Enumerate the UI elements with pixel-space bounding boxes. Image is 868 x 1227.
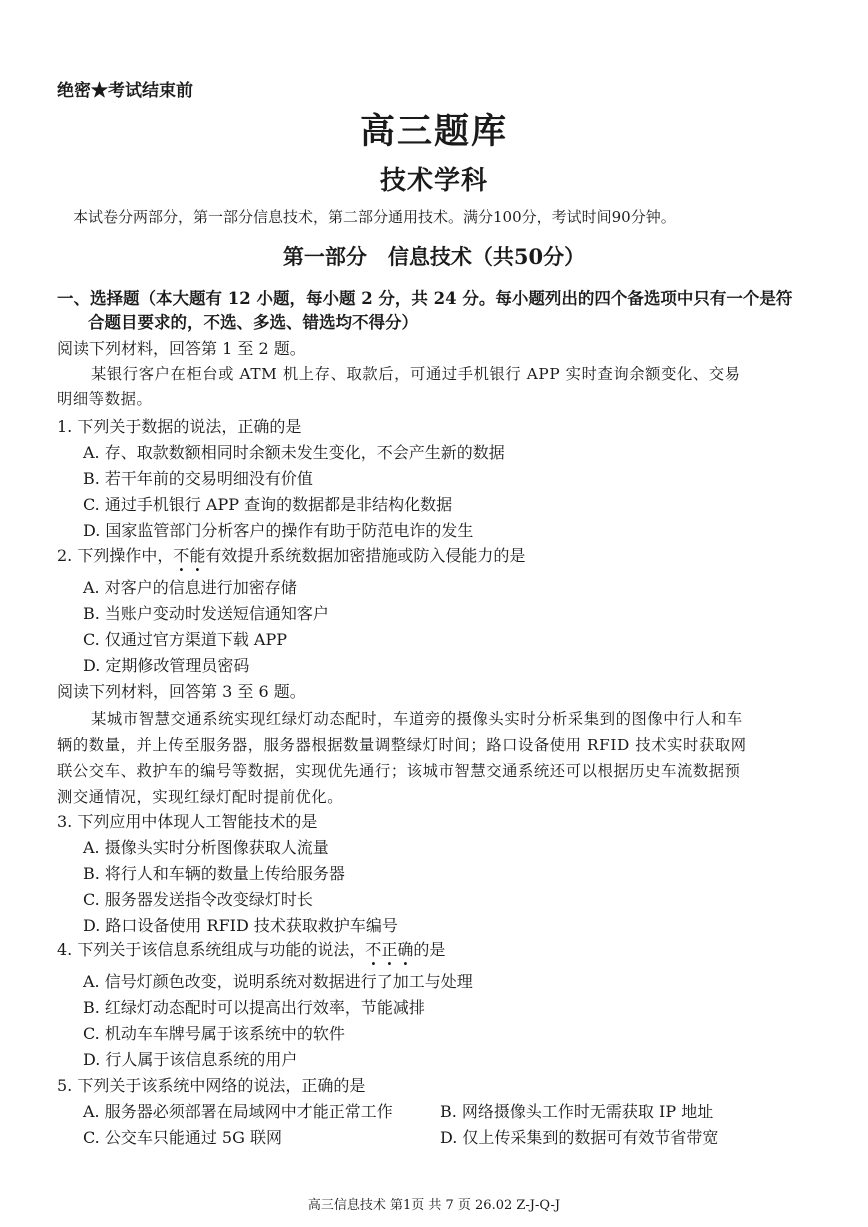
question-5-option-b: B. 网络摄像头工作时无需获取 IP 地址 — [440, 1102, 714, 1121]
question-4-option-c: C. 机动车车牌号属于该系统中的软件 — [83, 1024, 345, 1043]
question-3-stem: 3. 下列应用中体现人工智能技术的是 — [57, 812, 318, 831]
section-instructions-line2: 合题目要求的，不选、多选、错选均不得分） — [88, 313, 418, 332]
question-1-stem: 1. 下列关于数据的说法，正确的是 — [57, 417, 302, 436]
reading-lead-2: 阅读下列材料，回答第 3 至 6 题。 — [57, 682, 306, 701]
question-5-stem: 5. 下列关于该系统中网络的说法，正确的是 — [57, 1076, 366, 1095]
question-2-stem-after: 有效提升系统数据加密措施或防入侵能力的是 — [205, 546, 526, 565]
material-2-line4: 测交通情况，实现红绿灯配时提前优化。 — [57, 788, 344, 806]
page-title: 高三题库 — [359, 111, 508, 152]
question-2-option-b: B. 当账户变动时发送短信通知客户 — [83, 604, 329, 623]
question-5-option-a: A. 服务器必须部署在局域网中才能正常工作 — [83, 1102, 393, 1121]
page-footer: 高三信息技术 第1页 共 7 页 26.02 Z-J-Q-J — [307, 1198, 561, 1213]
exam-intro: 本试卷分两部分，第一部分信息技术，第二部分通用技术。满分100分，考试时间90分钟。 — [73, 208, 676, 226]
question-2-stem-before: 2. 下列操作中， — [57, 546, 174, 565]
question-4-stem — [57, 937, 445, 960]
question-4-option-b: B. 红绿灯动态配时可以提高出行效率，节能减排 — [83, 998, 425, 1017]
question-1-option-b: B. 若干年前的交易明细没有价值 — [83, 469, 313, 488]
emphasis-char: 不 — [365, 940, 382, 959]
question-3-option-a: A. 摄像头实时分析图像获取人流量 — [83, 838, 329, 857]
section-instructions-line1: 一、选择题（本大题有 12 小题，每小题 2 分，共 24 分。每小题列出的四个备选项中只有一个是符 — [57, 289, 793, 308]
question-4-stem-before: 4. 下列关于该信息系统组成与功能的说法， — [57, 940, 366, 959]
question-1-option-d: D. 国家监管部门分析客户的操作有助于防范电诈的发生 — [83, 521, 474, 540]
emphasis-char: 能 — [189, 546, 206, 565]
question-5-option-d: D. 仅上传采集到的数据可有效节省带宽 — [440, 1128, 719, 1147]
part-heading: 第一部分 信息技术（共50分） — [282, 244, 586, 269]
question-3-option-c: C. 服务器发送指令改变绿灯时长 — [83, 890, 313, 909]
question-2-stem — [57, 543, 525, 566]
question-1-option-c: C. 通过手机银行 APP 查询的数据都是非结构化数据 — [83, 495, 453, 514]
question-4-option-a: A. 信号灯颜色改变，说明系统对数据进行了加工与处理 — [83, 972, 473, 991]
question-4-option-d: D. 行人属于该信息系统的用户 — [83, 1050, 298, 1069]
question-2-option-a: A. 对客户的信息进行加密存储 — [83, 578, 297, 597]
emphasis-char: 不 — [173, 546, 190, 565]
emphasis-char: 确 — [397, 940, 414, 959]
emphasis-char: 正 — [381, 940, 398, 959]
material-2-line3: 联公交车、救护车的编号等数据，实现优先通行；该城市智慧交通系统还可以根据历史车流数据预 — [57, 762, 741, 780]
question-3-option-d: D. 路口设备使用 RFID 技术获取救护车编号 — [83, 916, 398, 935]
confidential-label: 绝密★考试结束前 — [57, 81, 193, 101]
subject-title: 技术学科 — [379, 166, 488, 196]
question-4-stem-after: 的是 — [413, 940, 446, 959]
question-2-option-c: C. 仅通过官方渠道下载 APP — [83, 630, 288, 649]
question-5-option-c: C. 公交车只能通过 5G 联网 — [83, 1128, 282, 1147]
question-2-option-d: D. 定期修改管理员密码 — [83, 656, 250, 675]
material-1-line2: 明细等数据。 — [57, 390, 153, 408]
reading-lead-1: 阅读下列材料，回答第 1 至 2 题。 — [57, 339, 306, 358]
material-2-line1: 某城市智慧交通系统实现红绿灯动态配时，车道旁的摄像头实时分析采集到的图像中行人和车 — [91, 710, 743, 728]
question-1-option-a: A. 存、取款数额相同时余额未发生变化，不会产生新的数据 — [83, 443, 505, 462]
material-2-line2: 辆的数量，并上传至服务器，服务器根据数量调整绿灯时间；路口设备使用 RFID 技术实时获取网 — [57, 736, 747, 754]
question-3-option-b: B. 将行人和车辆的数量上传给服务器 — [83, 864, 345, 883]
material-1-line1: 某银行客户在柜台或 ATM 机上存、取款后，可通过手机银行 APP 实时查询余额变化、交易 — [91, 365, 741, 383]
